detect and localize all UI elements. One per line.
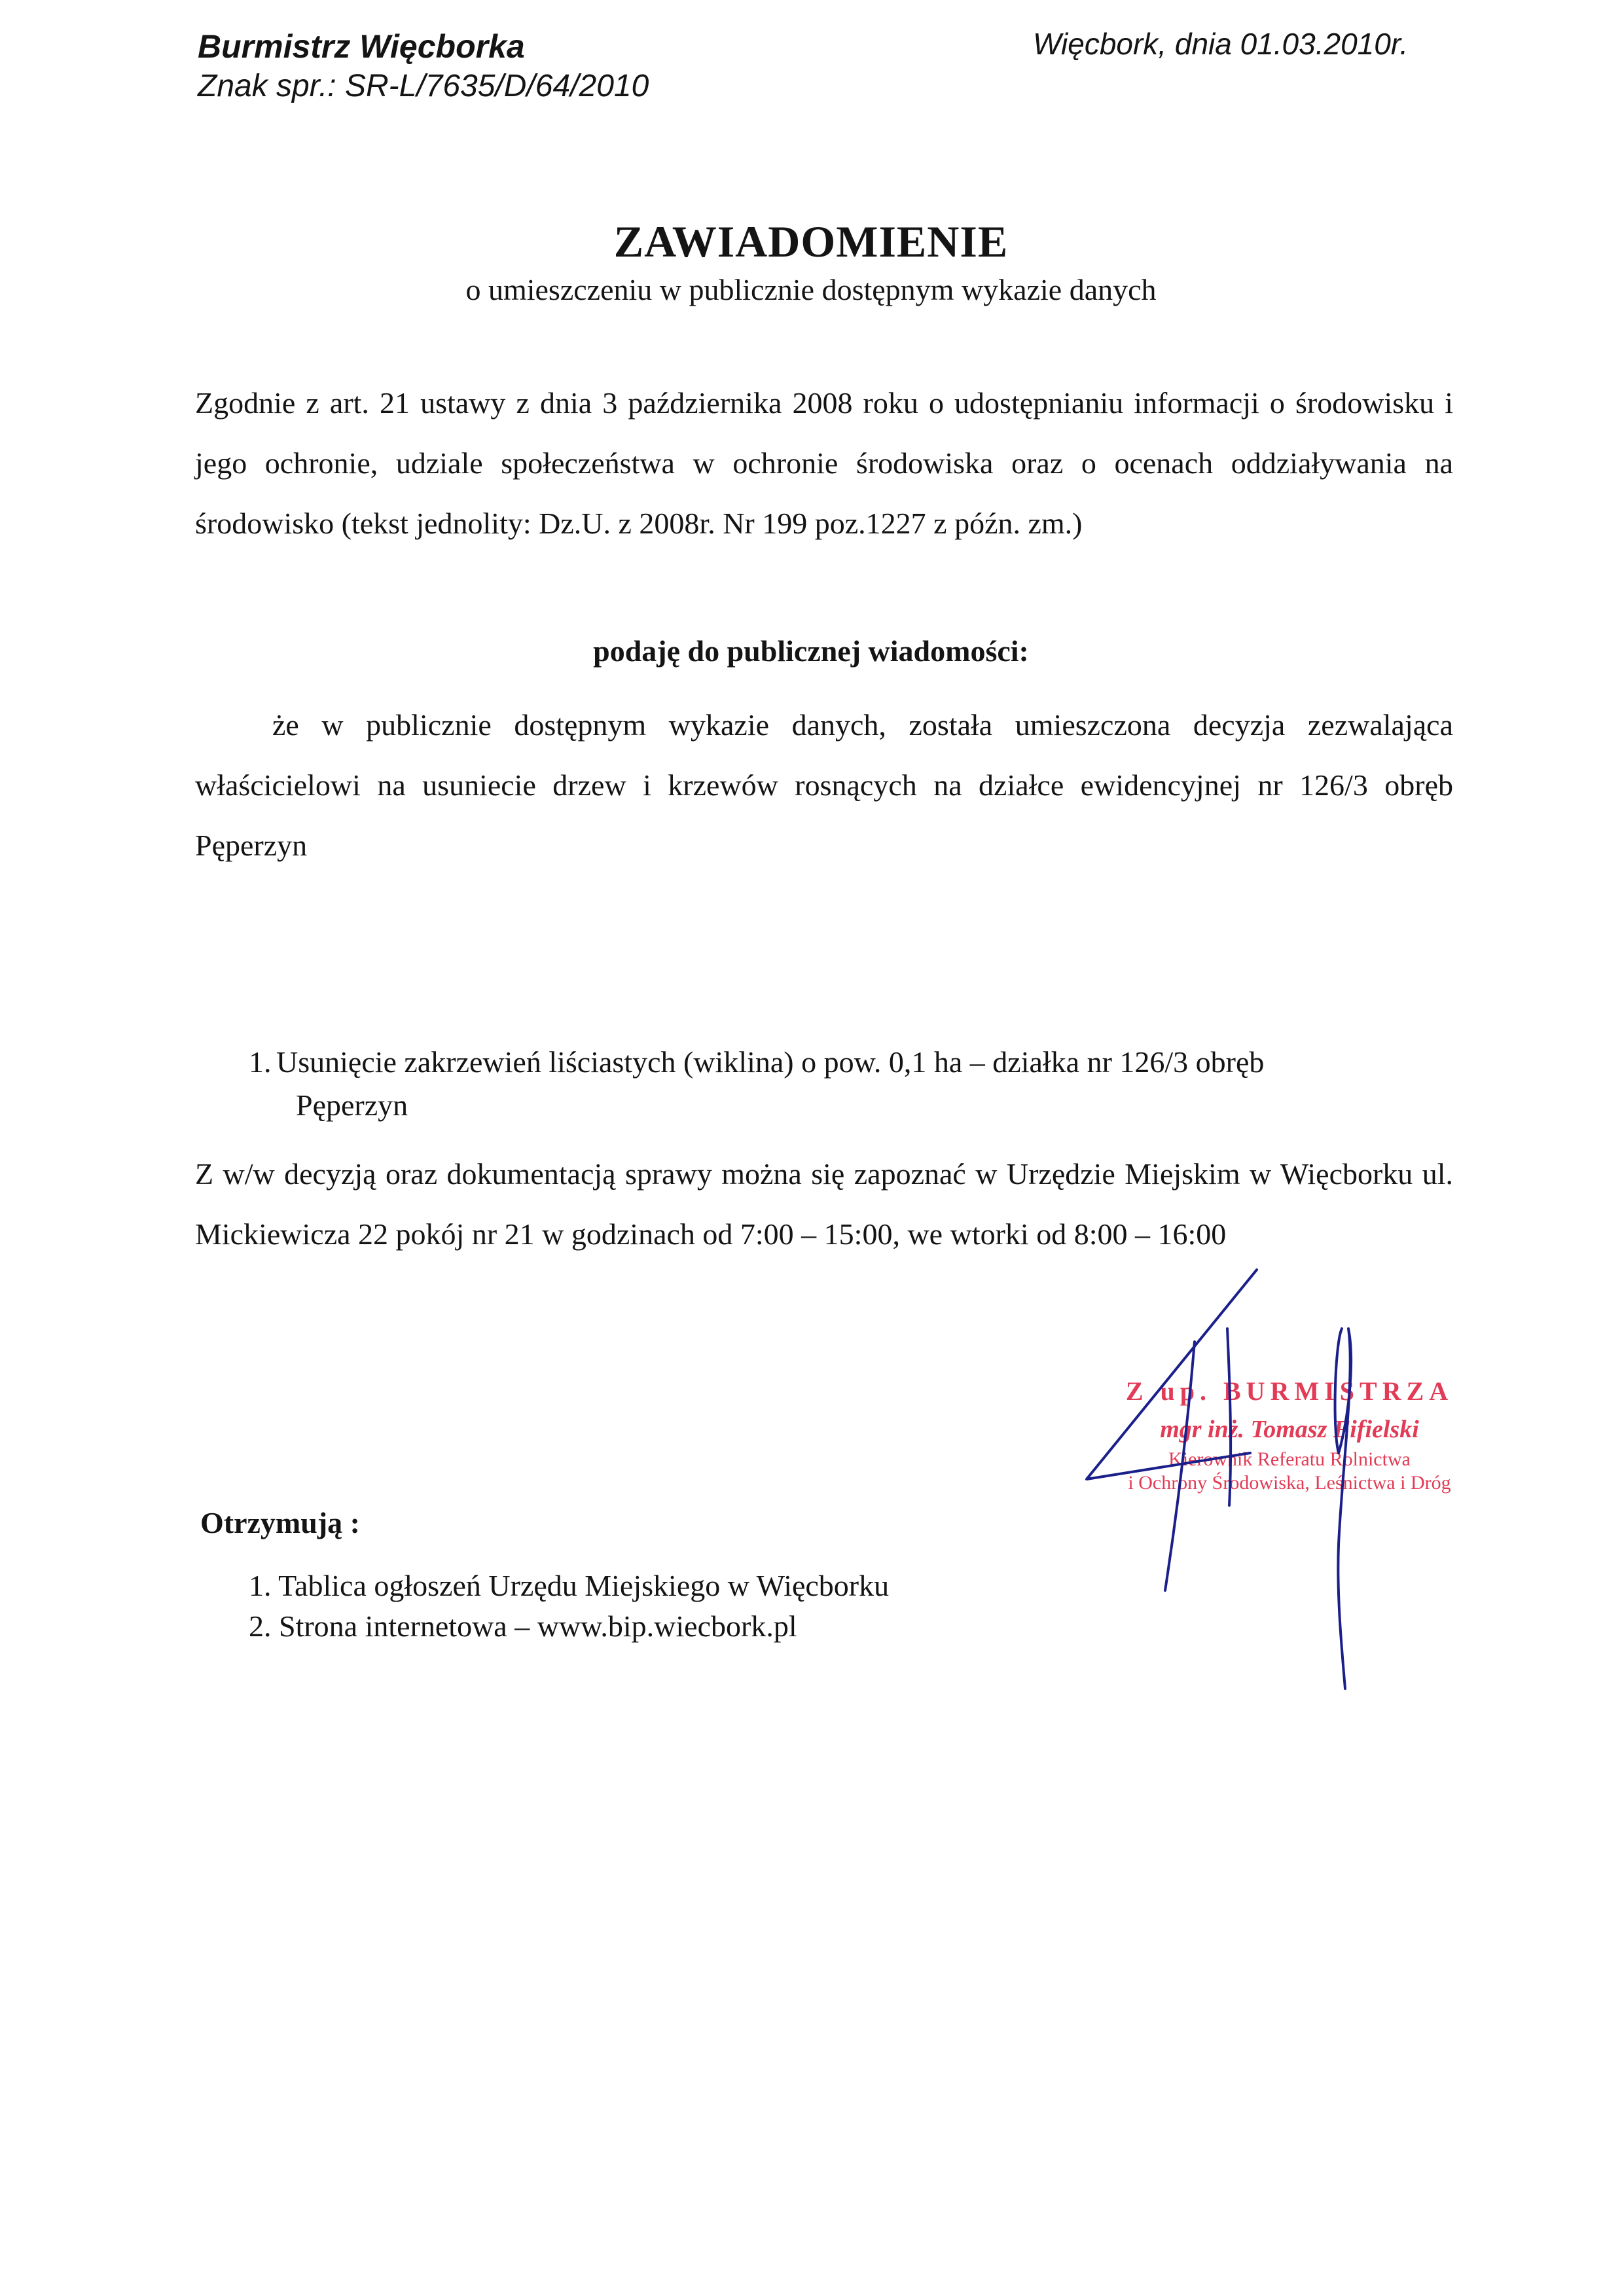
stamp-line: Z up. BURMISTRZA: [1125, 1376, 1454, 1406]
contact-paragraph: Z w/w decyzją oraz dokumentacją sprawy można się zapoznać w Urzędzie Miejskim w Więcborku ul. Mickiewicza 22 pokój nr 21 w godzinach od 7:00 – 15:00, we wtorki od 8:00 – 16:00: [195, 1157, 1453, 1251]
list-item: 1. Tablica ogłoszeń Urzędu Miejskiego w Więcborku: [249, 1569, 890, 1602]
document-title: ZAWIADOMIENIE: [613, 217, 1009, 266]
list-item: [249, 1041, 1453, 1127]
stamp-line: mgr inż. Tomasz Fifielski: [1160, 1416, 1419, 1443]
recipients-heading: Otrzymują :: [200, 1506, 360, 1539]
document-subtitle: o umieszczeniu w publicznie dostępnym wykazie danych: [465, 273, 1157, 306]
announcement-heading: podaję do publicznej wiadomości:: [593, 634, 1029, 668]
stamp-line: i Ochrony Środowiska, Leśnictwa i Dróg: [1128, 1472, 1451, 1494]
legal-basis-paragraph: Zgodnie z art. 21 ustawy z dnia 3 października 2008 roku o udostępnianiu informacji o środowisku i jego ochronie, udziale społeczeństwa w ochronie środowiska oraz o ocenach oddziaływania na środowisko (tekst jednolity: Dz.U. z 2008r. Nr 199 poz.1227 z późn. zm.): [195, 386, 1453, 540]
recipients-list: [249, 1566, 889, 1647]
reference-number: Znak spr.: SR-L/7635/D/64/2010: [198, 69, 649, 103]
stamp-line: Kierownik Referatu Rolnictwa: [1168, 1448, 1411, 1470]
list-item: 2. Strona internetowa – www.bip.wiecbork.pl: [249, 1609, 797, 1643]
handwritten-signature: [1080, 1257, 1499, 1702]
item-number: 1.: [249, 1045, 272, 1079]
item-text: Usunięcie zakrzewień liściastych (wiklina) o pow. 0,1 ha – działka nr 126/3 obręb: [276, 1045, 1265, 1079]
decision-paragraph: że w publicznie dostępnym wykazie danych, została umieszczona decyzja zezwalająca właścicielowi na usuniecie drzew i krzewów rosnących na działce ewidencyjnej nr 126/3 obręb Pęperzyn: [195, 708, 1453, 862]
item-text-continued: Pęperzyn: [296, 1088, 408, 1122]
issuer-name: Burmistrz Więcborka: [198, 28, 525, 65]
place-date: Więcbork, dnia 01.03.2010r.: [1033, 27, 1409, 61]
